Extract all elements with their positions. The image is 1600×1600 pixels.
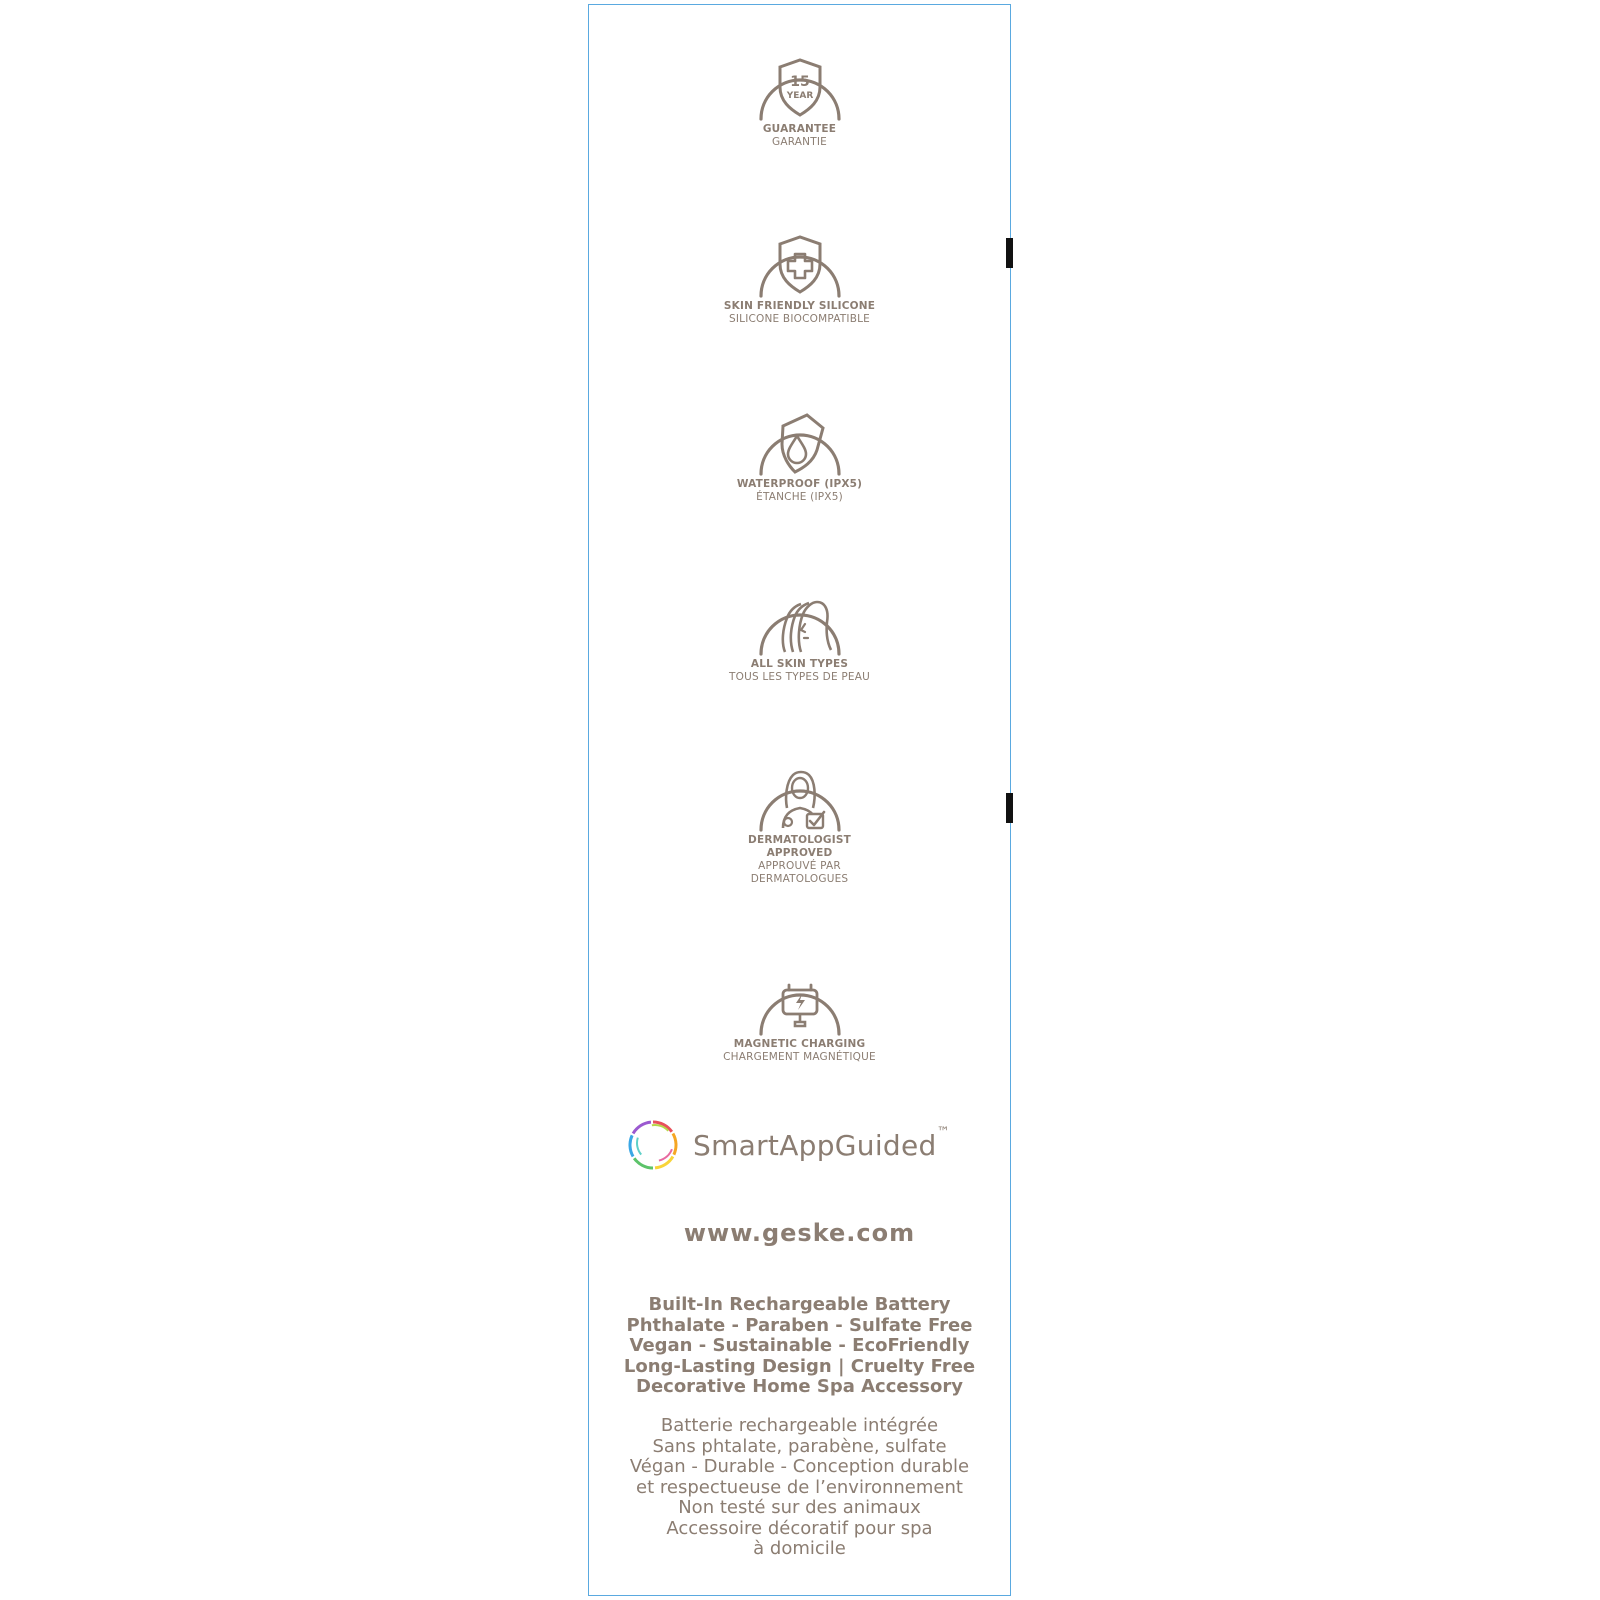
waterproof-label-en: WATERPROOF (IPX5): [736, 478, 863, 490]
dermatologist-label-fr-1: APPROUVÉ PAR: [758, 860, 841, 872]
guarantee-badge: [589, 45, 1010, 149]
fold-tab-marker: [1006, 238, 1013, 268]
feature-en-line: Decorative Home Spa Accessory: [636, 1376, 963, 1397]
smartapp-ring-icon: [625, 1117, 681, 1173]
dermatologist-icon: [755, 756, 845, 836]
skin-friendly-shield-icon: [755, 222, 845, 302]
skin-friendly-badge: [589, 222, 1010, 326]
smartapp-logo: [625, 1117, 950, 1173]
features-fr: [589, 1416, 1010, 1560]
website-url: www.geske.com: [683, 1219, 916, 1247]
dermatologist-label-fr-2: DERMATOLOGUES: [750, 873, 849, 885]
magnetic-charging-badge: [589, 960, 1010, 1064]
feature-fr-line: Batterie rechargeable intégrée: [660, 1415, 939, 1436]
waterproof-shield-icon: [755, 400, 845, 480]
skin-types-label-fr: TOUS LES TYPES DE PEAU: [729, 671, 870, 683]
skin-friendly-label-fr: SILICONE BIOCOMPATIBLE: [729, 313, 870, 325]
feature-en-line: Vegan - Sustainable - EcoFriendly: [629, 1335, 970, 1356]
dermatologist-label-en-1: DERMATOLOGIST: [748, 834, 851, 846]
feature-fr-line: Végan - Durable - Conception durable: [629, 1456, 970, 1477]
waterproof-badge: [589, 400, 1010, 504]
feature-fr-line: Accessoire décoratif pour spa: [666, 1517, 933, 1539]
skin-types-badge: [589, 580, 1010, 684]
skin-friendly-label-en: SKIN FRIENDLY SILICONE: [723, 300, 876, 312]
magnetic-label-en: MAGNETIC CHARGING: [733, 1038, 866, 1050]
packaging-panel: [588, 4, 1011, 1596]
fold-tab-marker: [1006, 793, 1013, 823]
shield-word: YEAR: [786, 91, 813, 101]
dermatologist-label-en-2: APPROVED: [766, 847, 833, 859]
feature-fr-line: Sans phtalate, parabène, sulfate: [652, 1435, 947, 1457]
feature-en-line: Built-In Rechargeable Battery: [648, 1294, 951, 1315]
guarantee-label-en: GUARANTEE: [762, 123, 837, 135]
skin-types-faces-icon: [755, 580, 845, 660]
magnetic-charging-icon: [755, 960, 845, 1040]
skin-types-label-en: ALL SKIN TYPES: [750, 658, 849, 670]
feature-en-line: Long-Lasting Design | Cruelty Free: [623, 1355, 976, 1377]
guarantee-label-fr: GARANTIE: [772, 136, 827, 148]
magnetic-label-fr: CHARGEMENT MAGNÉTIQUE: [723, 1051, 876, 1063]
features-en: [589, 1295, 1010, 1398]
feature-en-line: Phthalate - Paraben - Sulfate Free: [626, 1314, 973, 1336]
waterproof-label-fr: ÉTANCHE (IPX5): [756, 491, 843, 503]
logo-text: SmartAppGuided™: [693, 1124, 950, 1162]
dermatologist-badge: [589, 756, 1010, 886]
feature-fr-line: à domicile: [753, 1538, 846, 1559]
shield-number: 15: [789, 74, 810, 90]
feature-fr-line: et respectueuse de l’environnement: [636, 1476, 963, 1498]
feature-fr-line: Non testé sur des animaux: [678, 1497, 921, 1518]
guarantee-shield-icon: [755, 45, 845, 125]
